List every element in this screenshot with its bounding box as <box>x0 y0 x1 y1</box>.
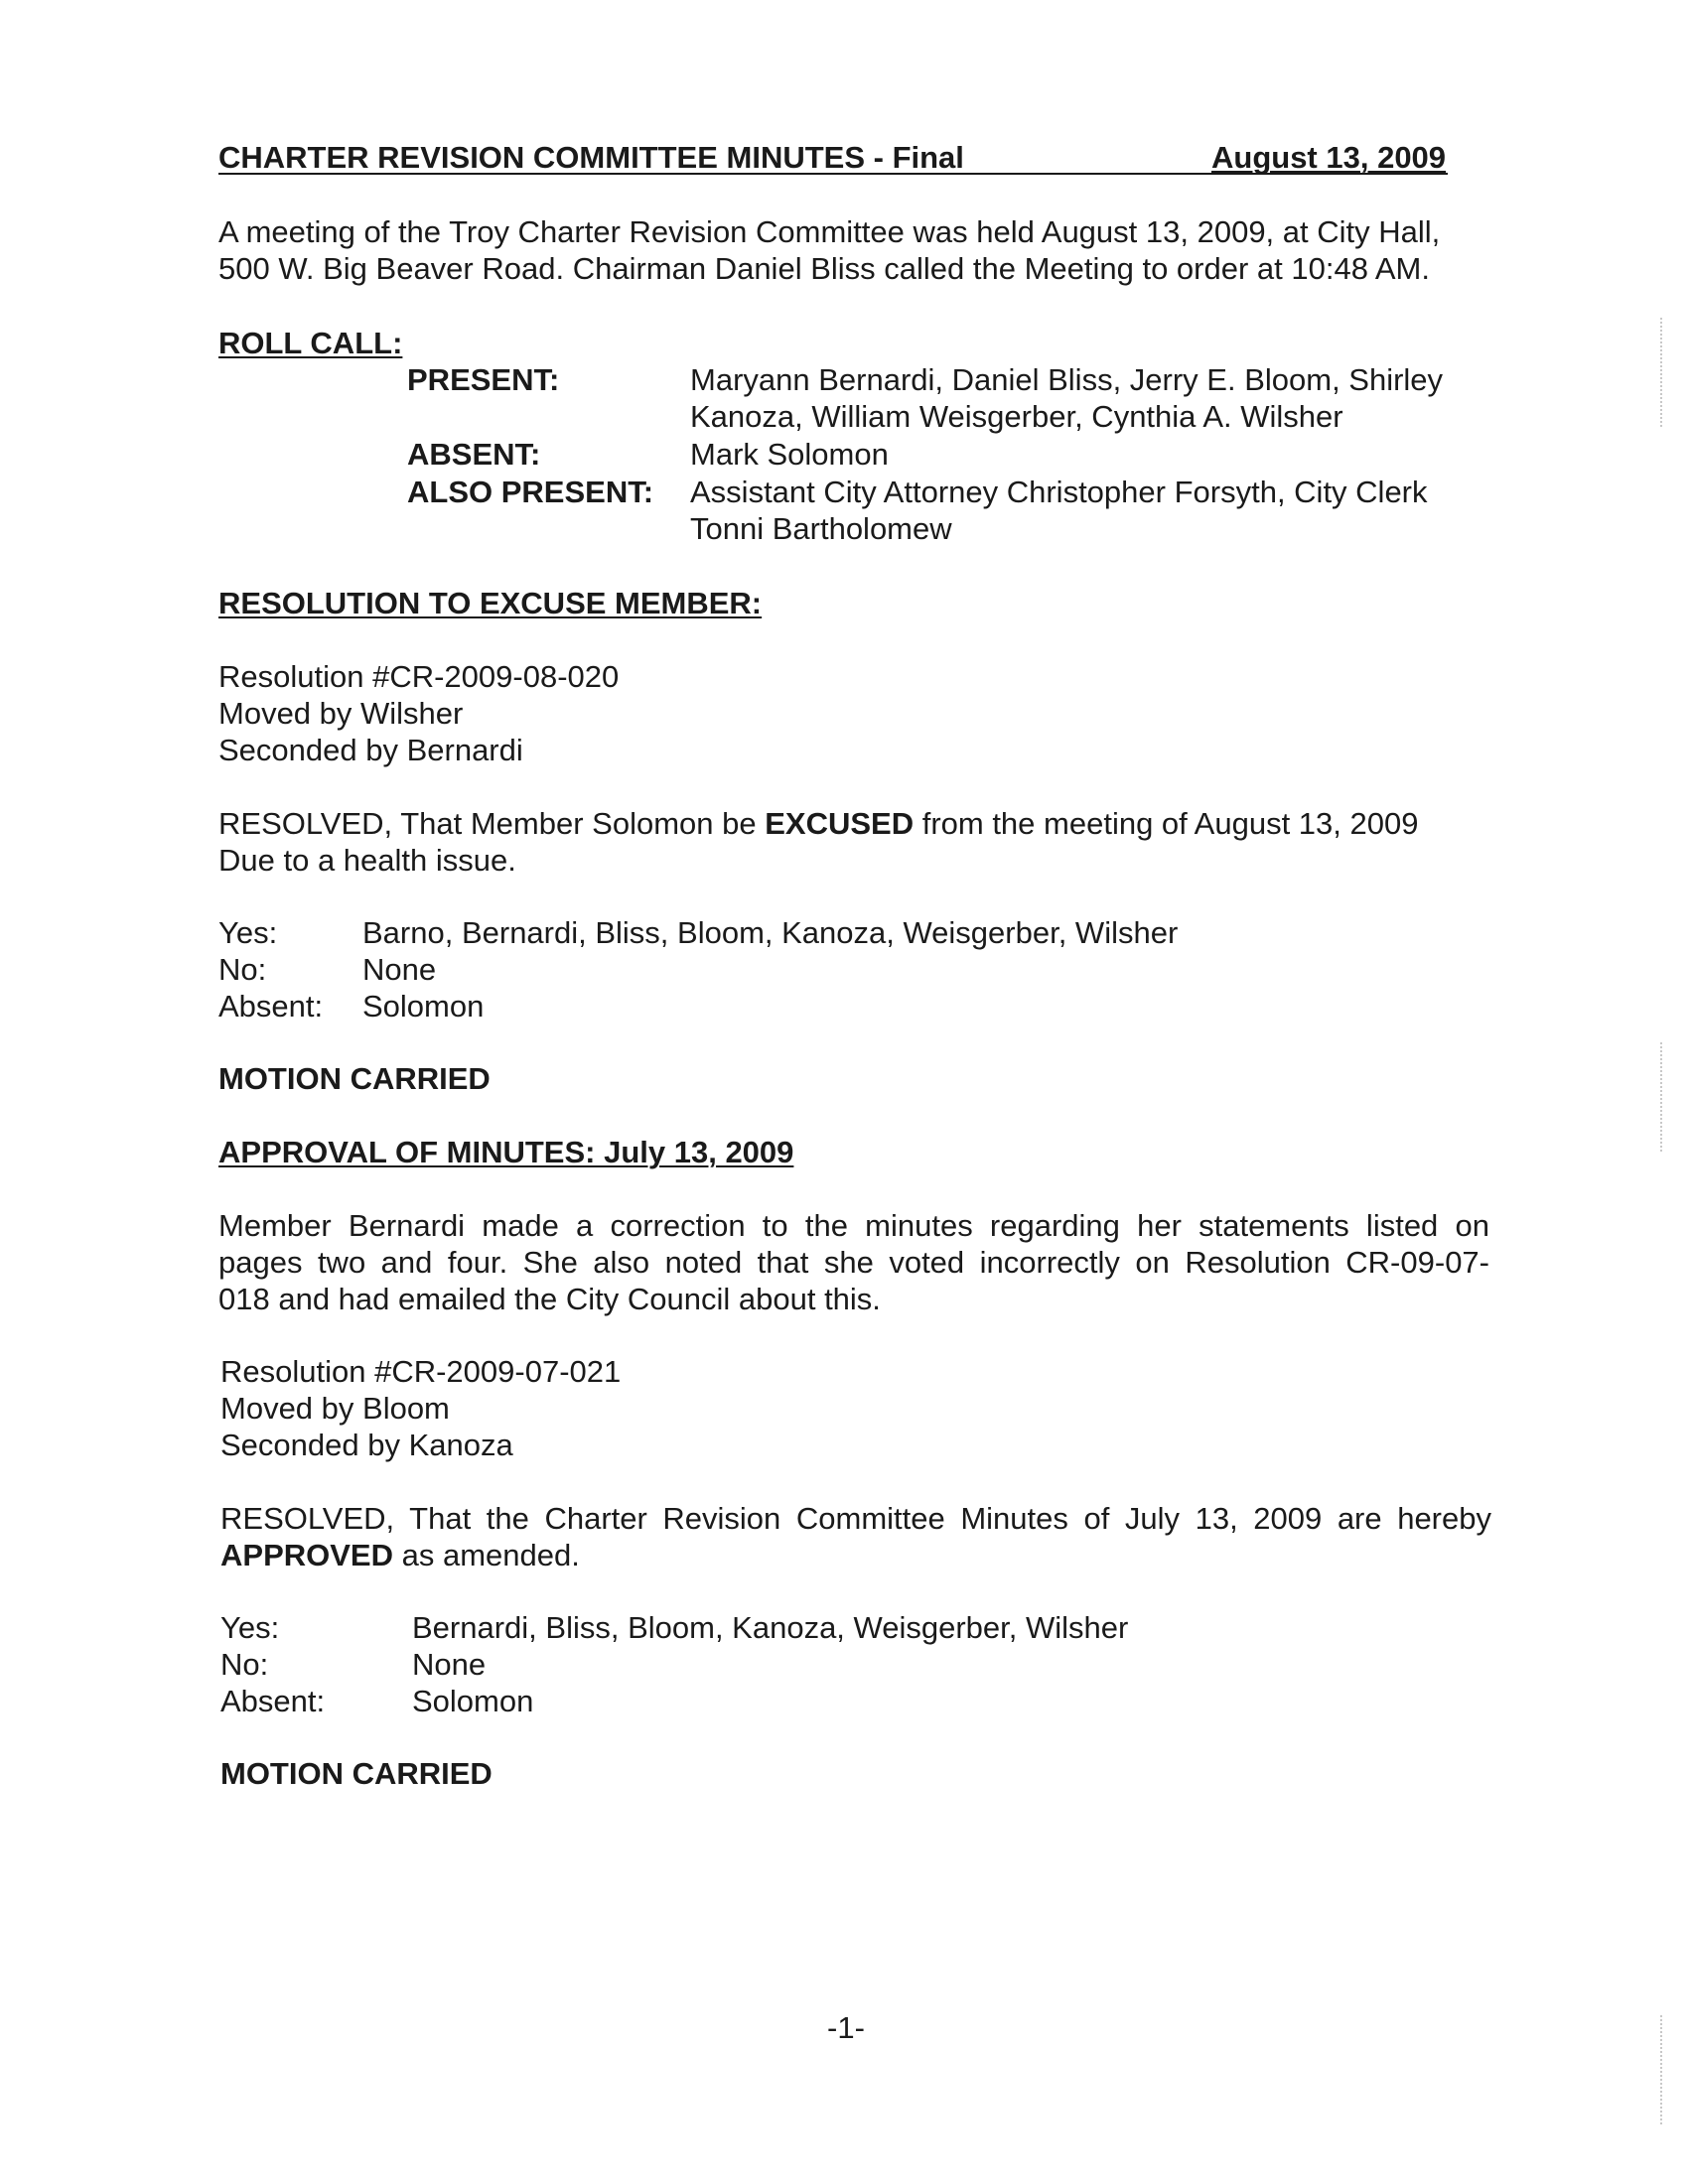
excuse-motion-result: MOTION CARRIED <box>218 1061 491 1096</box>
excuse-resolved-pre: RESOLVED, That Member Solomon be <box>218 806 766 841</box>
also-present-value-line-2: Tonni Bartholomew <box>690 511 952 546</box>
approval-moved-by: Moved by Bloom <box>220 1391 450 1426</box>
excuse-absent-value: Solomon <box>362 989 485 1024</box>
approval-motion-result: MOTION CARRIED <box>220 1756 493 1791</box>
present-value-line-1: Maryann Bernardi, Daniel Bliss, Jerry E. Bloom, Shirley <box>690 362 1444 397</box>
excuse-seconded-by: Seconded by Bernardi <box>218 733 523 767</box>
document-date: August 13, 2009 <box>1211 140 1447 175</box>
scan-mark <box>1660 2015 1662 2124</box>
approval-absent-value: Solomon <box>412 1684 534 1718</box>
approval-resolved-line-2 <box>220 1537 580 1573</box>
excuse-heading: RESOLUTION TO EXCUSE MEMBER: <box>218 586 763 620</box>
excuse-resolution-number: Resolution #CR-2009-08-020 <box>218 659 620 694</box>
present-label: PRESENT: <box>407 362 560 397</box>
scan-mark <box>1660 1042 1662 1152</box>
page-number: -1- <box>827 2010 865 2045</box>
intro-line-2: 500 W. Big Beaver Road. Chairman Daniel Bliss called the Meeting to order at 10:48 AM. <box>218 251 1430 286</box>
excuse-no-label: No: <box>218 952 267 987</box>
approval-resolution-number: Resolution #CR-2009-07-021 <box>220 1354 622 1389</box>
also-present-label: ALSO PRESENT: <box>407 475 654 509</box>
excuse-resolved-keyword: EXCUSED <box>765 806 915 841</box>
excuse-resolved-line-1 <box>218 805 1418 842</box>
approval-no-label: No: <box>220 1647 269 1682</box>
approval-note-line-1: Member Bernardi made a correction to the minutes regarding her statements listed on <box>218 1208 1489 1243</box>
approval-note-line-3: 018 and had emailed the City Council about this. <box>218 1282 881 1316</box>
scan-mark <box>1660 318 1662 427</box>
approval-no-value: None <box>412 1647 487 1682</box>
also-present-value-line-1: Assistant City Attorney Christopher Forsyth, City Clerk <box>690 475 1428 509</box>
document-title: CHARTER REVISION COMMITTEE MINUTES - Final <box>218 140 964 175</box>
excuse-moved-by: Moved by Wilsher <box>218 696 464 731</box>
approval-absent-label: Absent: <box>220 1684 326 1718</box>
absent-label: ABSENT: <box>407 437 541 472</box>
approval-resolved-post: as amended. <box>392 1538 580 1572</box>
present-value-line-2: Kanoza, William Weisgerber, Cynthia A. Wilsher <box>690 399 1343 434</box>
approval-resolved-keyword: APPROVED <box>220 1538 393 1572</box>
approval-yes-label: Yes: <box>220 1610 280 1645</box>
header-rule <box>218 173 1448 175</box>
excuse-resolved-line-2: Due to a health issue. <box>218 843 516 878</box>
approval-resolved-line-1: RESOLVED, That the Charter Revision Committee Minutes of July 13, 2009 are hereby <box>220 1501 1491 1536</box>
approval-seconded-by: Seconded by Kanoza <box>220 1428 513 1462</box>
approval-heading: APPROVAL OF MINUTES: July 13, 2009 <box>218 1135 794 1169</box>
excuse-yes-value: Barno, Bernardi, Bliss, Bloom, Kanoza, Weisgerber, Wilsher <box>362 915 1179 950</box>
excuse-absent-label: Absent: <box>218 989 324 1024</box>
approval-note-line-2: pages two and four. She also noted that she voted incorrectly on Resolution CR-09-07- <box>218 1245 1489 1280</box>
excuse-resolved-post: from the meeting of August 13, 2009 <box>914 806 1419 841</box>
roll-call-heading: ROLL CALL: <box>218 326 403 360</box>
approval-yes-value: Bernardi, Bliss, Bloom, Kanoza, Weisgerber, Wilsher <box>412 1610 1129 1645</box>
excuse-no-value: None <box>362 952 437 987</box>
excuse-yes-label: Yes: <box>218 915 278 950</box>
intro-line-1: A meeting of the Troy Charter Revision Committee was held August 13, 2009, at City Hall, <box>218 214 1441 249</box>
absent-value: Mark Solomon <box>690 437 889 472</box>
